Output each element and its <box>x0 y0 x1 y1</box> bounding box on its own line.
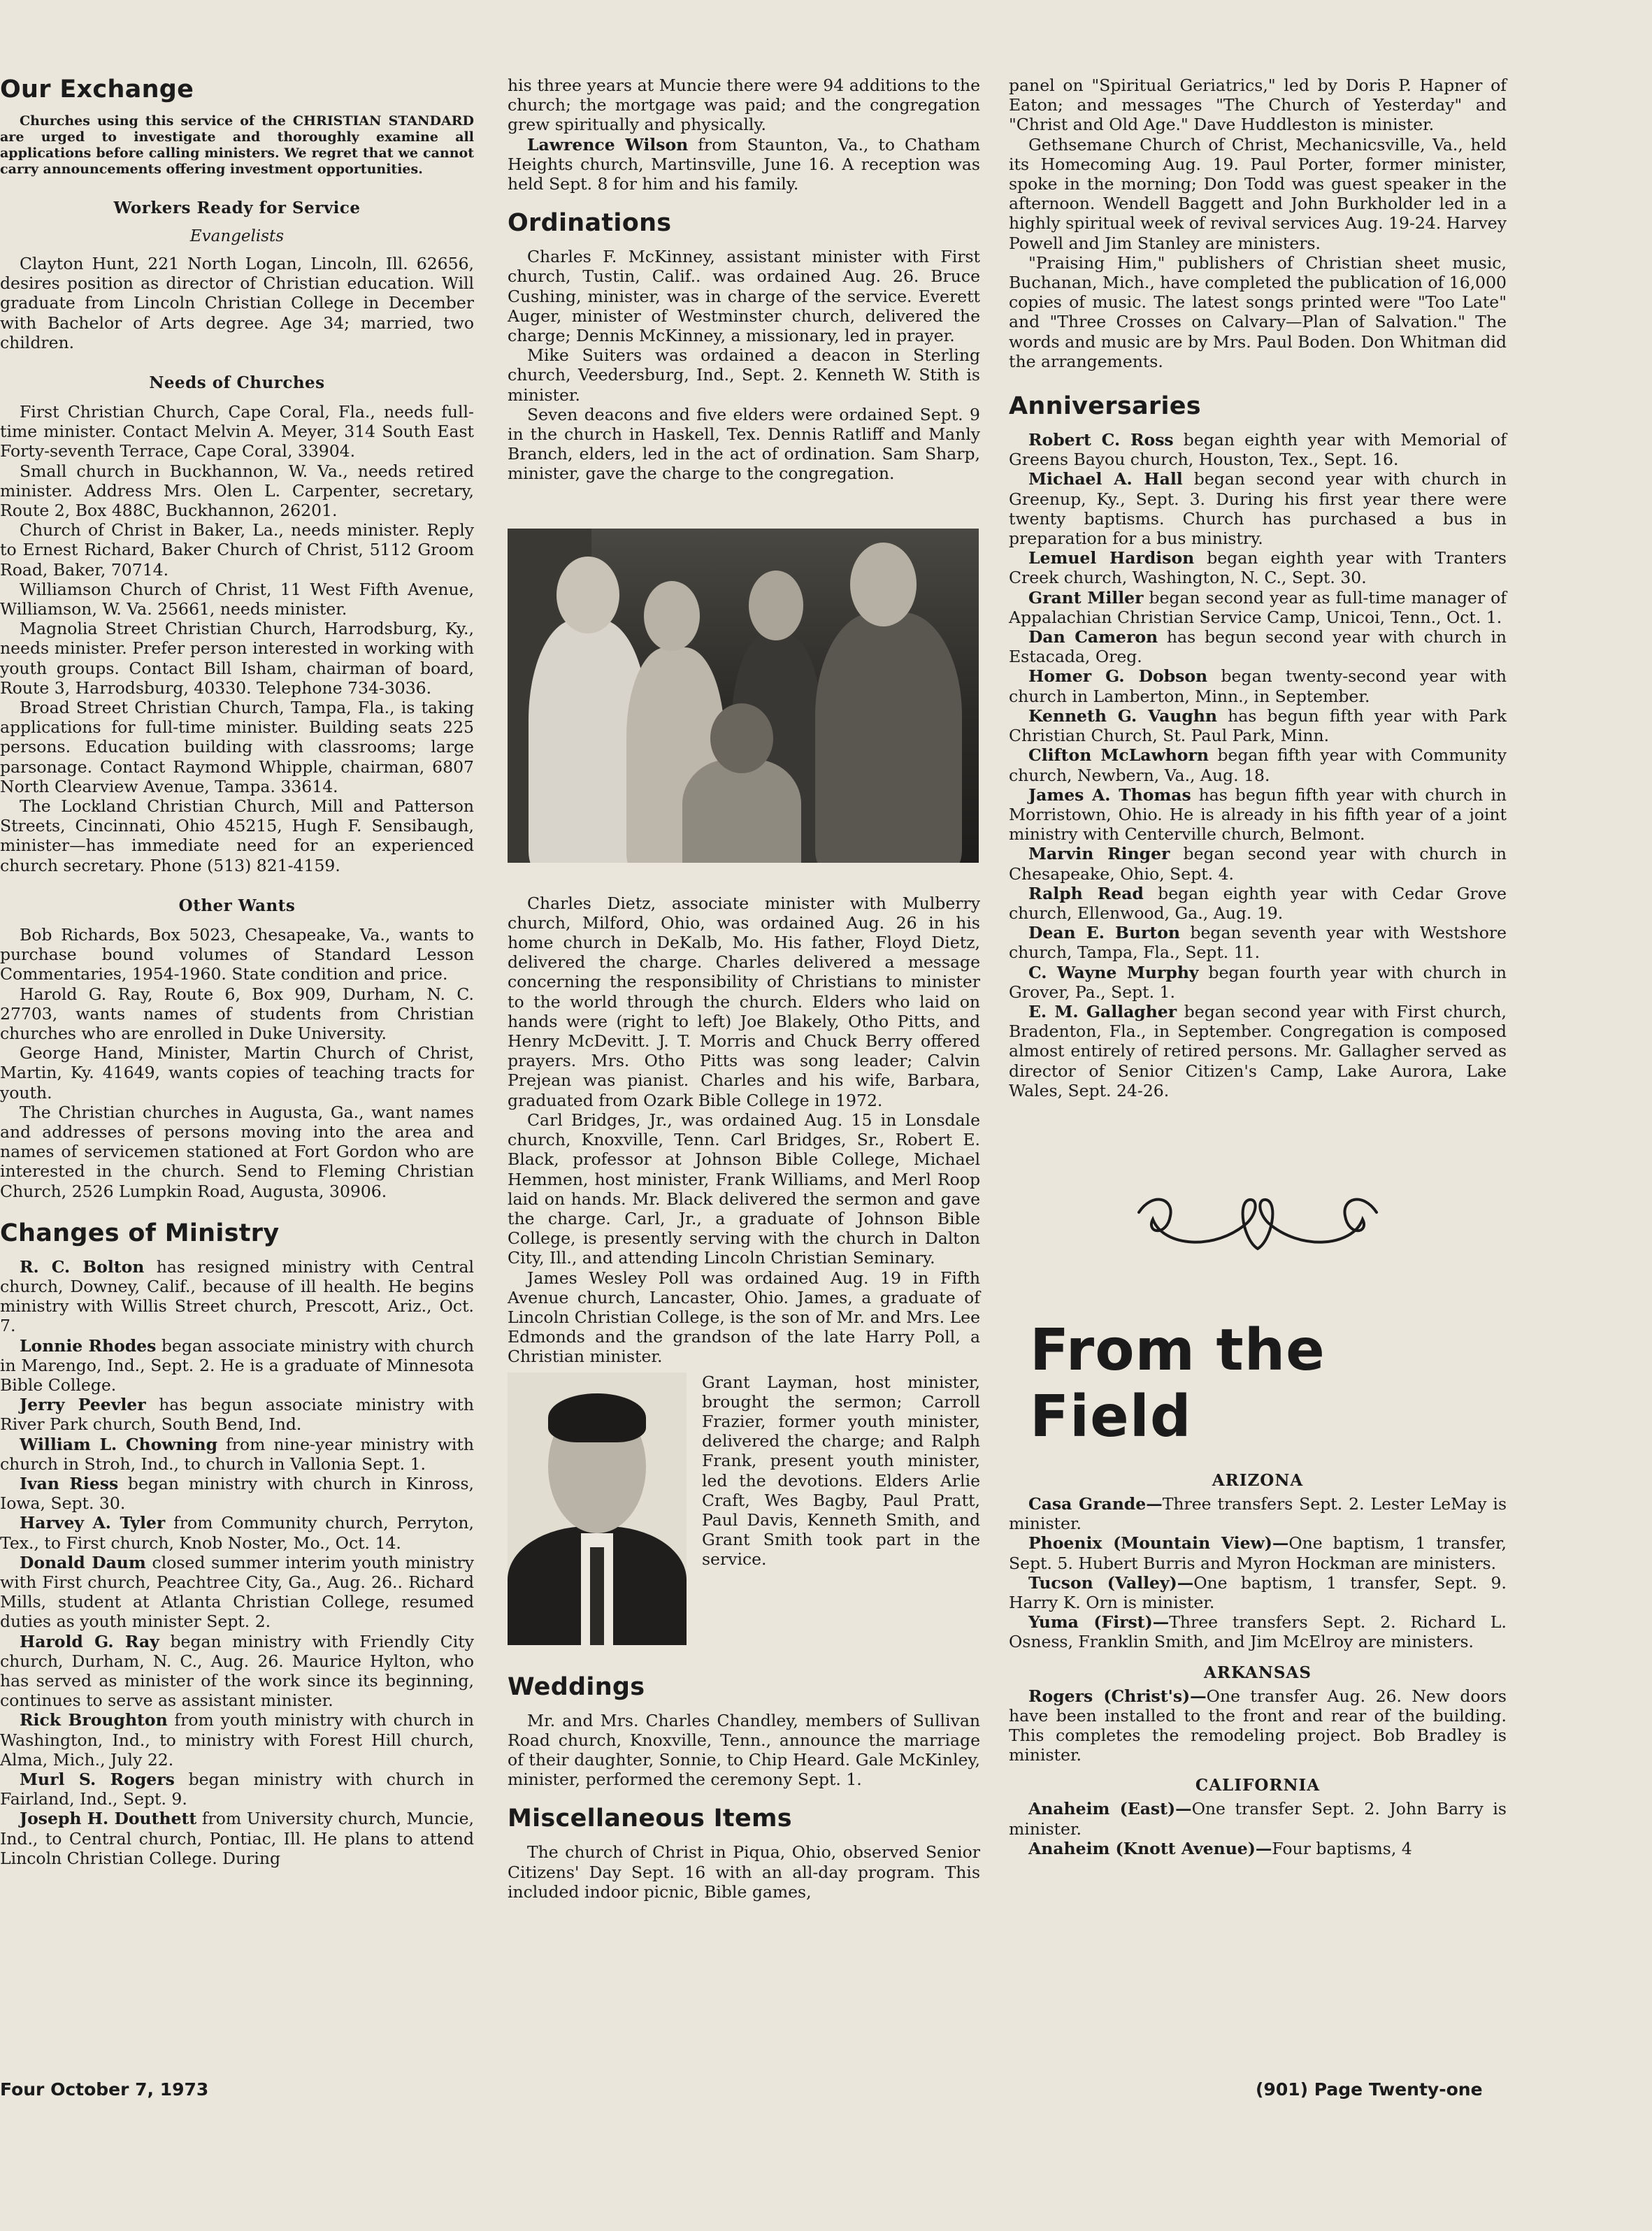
ministry-change-item: William L. Chowning from nine-year ministry with church in Stroh, Ind., to church in Vallonia Sept. 1. <box>0 1434 474 1474</box>
field-report-place: Yuma (First)— <box>1028 1612 1170 1633</box>
ministry-change-item-name: Lonnie Rhodes <box>20 1335 157 1356</box>
anniversary-item-name: Ralph Read <box>1028 883 1144 903</box>
field-report-item: Anaheim (East)—One transfer Sept. 2. John Barry is minister. <box>1009 1799 1507 1839</box>
anniversary-item: Homer G. Dobson began twenty-second year with church in Lamberton, Minn., in September. <box>1009 666 1507 706</box>
ordinations-heading: Ordinations <box>508 209 672 238</box>
anniversary-item-name: James A. Thomas <box>1028 784 1191 805</box>
anniversary-item-name: Homer G. Dobson <box>1028 666 1208 687</box>
exchange-heading: Our Exchange <box>0 76 194 103</box>
anniversary-item-name: Michael A. Hall <box>1028 469 1183 489</box>
workers-heading: Workers Ready for Service <box>113 199 361 217</box>
ordination-item: Mike Suiters was ordained a deacon in Sterling church, Veedersburg, Ind., Sept. 2. Kenneth W. Stith is minister. <box>508 345 980 405</box>
ordination-item: Seven deacons and five elders were ordained Sept. 9 in the church in Haskell, Tex. Dennis Ratliff and Manly Branch, elders, led in the act of ordination. Sam Sharp, minister, gave the charge to the congregation. <box>508 404 980 484</box>
anniversary-item: E. M. Gallagher began second year with First church, Bradenton, Fla., in September. Congregation is composed almost entirely of retired persons. Mr. Gallagher served as director of Senior Citizen's Camp, Lake Aurora, Lake Wales, Sept. 24-26. <box>1009 1001 1507 1100</box>
field-report-place: Anaheim (Knott Avenue)— <box>1028 1838 1272 1858</box>
wilson-paragraph: Lawrence Wilson from Staunton, Va., to Chatham Heights church, Martinsville, June 16. A reception was held Sept. 8 for him and his family. <box>508 134 980 194</box>
field-report-place: Tucson (Valley)— <box>1028 1572 1194 1593</box>
ministry-change-item-name: Harold G. Ray <box>20 1631 159 1651</box>
misc-continued: panel on "Spiritual Geriatrics," led by Doris P. Hapner of Eaton; and messages "The Church of Yesterday" and "Christ and Old Age." Dave Huddleston is minister. <box>1009 76 1507 135</box>
ministry-change-item-name: Joseph H. Douthett <box>20 1809 197 1829</box>
ministry-change-item-name: Ivan Riess <box>20 1473 119 1493</box>
ministry-change-item-name: Donald Daum <box>20 1552 146 1572</box>
praising-paragraph: "Praising Him," publishers of Christian sheet music, Buchanan, Mich., have completed the publication of 16,000 copies of music. The latest songs printed were "Too Late" and "Three Crosses on Calvary—Plan of Salvation." The words and music are by Mrs. Paul Boden. Don Whitman did the arrangements. <box>1009 252 1507 371</box>
ministry-change-item-name: Rick Broughton <box>20 1710 168 1730</box>
from-the-field-title: From the Field <box>1030 1317 1326 1450</box>
ministry-change-item-name: Murl S. Rogers <box>20 1770 175 1790</box>
changes-heading: Changes of Ministry <box>0 1219 280 1247</box>
ministry-change-item-name: William L. Chowning <box>20 1434 218 1454</box>
anniversary-item: Ralph Read began eighth year with Cedar Grove church, Ellenwood, Ga., Aug. 19. <box>1009 883 1507 923</box>
need-item: Broad Street Christian Church, Tampa, Fla., is taking applications for full-time minister. Building seats 225 persons. Education building with classrooms; large parsonage. Contact Raymond Whipple, chairman, 6807 North Clearview Avenue, Tampa. 33614. <box>0 698 474 796</box>
footer-page-number: (901) Page Twenty-one <box>1256 2079 1483 2100</box>
anniversary-item-name: E. M. Gallagher <box>1028 1001 1177 1021</box>
field-report-item: Yuma (First)—Three transfers Sept. 2. Richard L. Osness, Franklin Smith, and Jim McElroy are ministers. <box>1009 1612 1507 1652</box>
ministry-change-item: Murl S. Rogers began ministry with church in Fairland, Ind., Sept. 9. <box>0 1770 474 1809</box>
anniversary-item: C. Wayne Murphy began fourth year with church in Grover, Pa., Sept. 1. <box>1009 962 1507 1002</box>
anniversary-item: Robert C. Ross began eighth year with Memorial of Greens Bayou church, Houston, Tex., Sept. 16. <box>1009 430 1507 470</box>
want-item: Bob Richards, Box 5023, Chesapeake, Va., wants to purchase bound volumes of Standard Lesson Commentaries, 1954-1960. State condition and price. <box>0 924 474 984</box>
field-report-item: Tucson (Valley)—One baptism, 1 transfer, Sept. 9. Harry K. Orn is minister. <box>1009 1572 1507 1612</box>
gethsemane-paragraph: Gethsemane Church of Christ, Mechanicsville, Va., held its Homecoming Aug. 19. Paul Porter, former minister, spoke in the morning; Don Todd was guest speaker in the afternoon. Wendell Baggett and John Burkholder led in a highly spiritual week of revival services Aug. 19-24. Harvey Powell and Jim Stanley are ministers. <box>1009 134 1507 253</box>
poll-block <box>508 1372 980 1645</box>
anniversary-item-name: Clifton McLawhorn <box>1028 745 1209 766</box>
field-report-item: Rogers (Christ's)—One transfer Aug. 26. New doors have been installed to the front and rear of the building. This completes the remodeling project. Bob Bradley is minister. <box>1009 1686 1507 1765</box>
need-item: First Christian Church, Cape Coral, Fla., needs full-time minister. Contact Melvin A. Meyer, 314 South East Forty-seventh Terrace, Cape Coral, 33904. <box>0 402 474 461</box>
ordination-group-photo <box>508 529 979 863</box>
ministry-change-item: Jerry Peevler has begun associate ministry with River Park church, South Bend, Ind. <box>0 1395 474 1435</box>
column-left <box>0 76 474 1868</box>
anniversary-item: Grant Miller began second year as full-time manager of Appalachian Christian Service Camp, Unicoi, Tenn., Oct. 1. <box>1009 587 1507 627</box>
anniversaries-heading: Anniversaries <box>1009 392 1201 421</box>
anniversary-item-name: C. Wayne Murphy <box>1028 962 1199 982</box>
anniversary-item: Kenneth G. Vaughn has begun fifth year with Park Christian Church, St. Paul Park, Minn. <box>1009 705 1507 746</box>
changes-list <box>0 1257 474 1868</box>
bridges-paragraph: Carl Bridges, Jr., was ordained Aug. 15 in Lonsdale church, Knoxville, Tenn. Carl Bridges, Sr., Robert E. Black, professor at Johnson Bible College, Michael Hemmen, host minister, Frank Williams, and Merl Roop laid on hands. Mr. Black delivered the sermon and gave the charge. Carl, Jr., a graduate of Johnson Bible College, is presently serving with the church in Dalton City, Ill., and attending Lincoln Christian Seminary. <box>508 1110 980 1268</box>
want-item: The Christian churches in Augusta, Ga., want names and addresses of persons moving into the area and names of servicemen stationed at Fort Gordon who are interested in the church. Send to Fleming Christian Church, 2526 Lumpkin Road, Augusta, 30906. <box>0 1102 474 1201</box>
want-item: Harold G. Ray, Route 6, Box 909, Durham, N. C. 27703, wants names of students from Christian churches who are enrolled in Duke University. <box>0 984 474 1043</box>
need-item: The Lockland Christian Church, Mill and Patterson Streets, Cincinnati, Ohio 45215, Hugh F. Sensibaugh, minister—has immediate need for an experienced church secretary. Phone (513) 821-4159. <box>0 796 474 875</box>
anniversary-item-name: Robert C. Ross <box>1028 430 1174 450</box>
field-report-place: Rogers (Christ's)— <box>1028 1686 1207 1706</box>
anniversary-item: Lemuel Hardison began eighth year with Tranters Creek church, Washington, N. C., Sept. 30. <box>1009 548 1507 588</box>
wilson-name: Lawrence Wilson <box>527 134 689 155</box>
ministry-change-item: Ivan Riess began ministry with church in Kinross, Iowa, Sept. 30. <box>0 1473 474 1514</box>
evangelists-subheading: Evangelists <box>189 227 285 245</box>
anniversary-item-name: Dan Cameron <box>1028 627 1158 647</box>
continued-paragraph: his three years at Muncie there were 94 additions to the church; the mortgage was paid; and the congregation grew spiritually and physically. <box>508 76 980 135</box>
worker-item: Clayton Hunt, 221 North Logan, Lincoln, Ill. 62656, desires position as director of Christian education. Will graduate from Lincoln Christian College in December with Bachelor of Arts degree. Age 34; married, two children. <box>0 254 474 352</box>
ministry-change-item: Lonnie Rhodes began associate ministry with church in Marengo, Ind., Sept. 2. He is a graduate of Minnesota Bible College. <box>0 1335 474 1395</box>
footer-date: Four October 7, 1973 <box>0 2079 209 2100</box>
anniversary-item-name: Marvin Ringer <box>1028 844 1170 864</box>
want-item: George Hand, Minister, Martin Church of Christ, Martin, Ky. 41649, wants copies of teaching tracts for youth. <box>0 1043 474 1103</box>
need-item: Williamson Church of Christ, 11 West Fifth Avenue, Williamson, W. Va. 25661, needs minister. <box>0 579 474 619</box>
field-report-item: Casa Grande—Three transfers Sept. 2. Lester LeMay is minister. <box>1009 1493 1507 1534</box>
anniversary-item: Clifton McLawhorn began fifth year with Community church, Newbern, Va., Aug. 18. <box>1009 745 1507 785</box>
ministry-change-item: Donald Daum closed summer interim youth ministry with First church, Peachtree City, Ga., Aug. 26.. Richard Mills, student at Atlanta Christian College, resumed duties as youth minister Sept. 2. <box>0 1552 474 1632</box>
ministry-change-item: Harold G. Ray began ministry with Friendly City church, Durham, N. C., Aug. 26. Maurice Hylton, who has served as minister of the work since its beginning, continues to serve as assistant minister. <box>0 1631 474 1711</box>
anniversary-item: Dean E. Burton began seventh year with Westshore church, Tampa, Fla., Sept. 11. <box>1009 923 1507 963</box>
region-heading: ARIZONA <box>1212 1470 1304 1490</box>
misc-heading: Miscellaneous Items <box>508 1805 792 1833</box>
field-report-place: Casa Grande— <box>1028 1493 1163 1514</box>
column-middle <box>508 76 980 1902</box>
region-heading: CALIFORNIA <box>1195 1776 1321 1795</box>
anniversary-item: James A. Thomas has begun fifth year with church in Morristown, Ohio. He is already in his fifth year of a joint ministry with Centerville church, Belmont. <box>1009 784 1507 845</box>
anniversary-item: Marvin Ringer began second year with church in Chesapeake, Ohio, Sept. 4. <box>1009 844 1507 884</box>
ordination-item: Charles F. McKinney, assistant minister with First church, Tustin, Calif.. was ordained Aug. 26. Bruce Cushing, minister, was in charge of the service. Everett Auger, minister of Westminster church, delivered the charge; Dennis McKinney, a missionary, led in prayer. <box>508 247 980 346</box>
anniversary-item-name: Lemuel Hardison <box>1028 548 1195 568</box>
need-item: Church of Christ in Baker, La., needs minister. Reply to Ernest Richard, Baker Church of Christ, 5112 Groom Road, Baker, 70714. <box>0 520 474 580</box>
anniversary-item: Dan Cameron has begun second year with church in Estacada, Oreg. <box>1009 627 1507 667</box>
anniversary-item-name: Grant Miller <box>1028 587 1144 608</box>
weddings-heading: Weddings <box>508 1672 645 1701</box>
ministry-change-item: R. C. Bolton has resigned ministry with Central church, Downey, Calif., because of ill health. He begins ministry with Willis Street church, Prescott, Ariz., Oct. 7. <box>0 1256 474 1336</box>
dietz-paragraph: Charles Dietz, associate minister with Mulberry church, Milford, Ohio, was ordained Aug. 26 in his home church in DeKalb, Mo. His father, Floyd Dietz, delivered the charge. Charles delivered a message concerning the responsibility of Christians to minister to the world through the church. Elders who laid on hands were (right to left) Joe Blakely, Otho Pitts, and Henry McDevitt. J. T. Morris and Chuck Berry offered prayers. Mrs. Otho Pitts was song leader; Calvin Prejean was pianist. Charles and his wife, Barbara, graduated from Ozark Bible College in 1972. <box>508 893 980 1110</box>
poll-portrait-photo <box>508 1372 687 1645</box>
region-heading: ARKANSAS <box>1204 1663 1312 1682</box>
ornament-flourish <box>1132 1184 1384 1261</box>
wants-heading: Other Wants <box>178 896 296 915</box>
anniversaries-list <box>1009 430 1507 1100</box>
ministry-change-item: Harvey A. Tyler from Community church, Perryton, Tex., to First church, Knob Noster, Mo., Oct. 14. <box>0 1513 475 1553</box>
ministry-change-item: Joseph H. Douthett from University church, Muncie, Ind., to Central church, Pontiac, Ill. He plans to attend Lincoln Christian College. During <box>0 1809 475 1868</box>
misc-item: The church of Christ in Piqua, Ohio, observed Senior Citizens' Day Sept. 16 with an all-day program. This included indoor picnic, Bible games, <box>508 1842 980 1902</box>
wedding-item: Mr. and Mrs. Charles Chandley, members of Sullivan Road church, Knoxville, Tenn., announce the marriage of their daughter, Sonnie, to Chip Heard. Gale McKinley, minister, performed the ceremony Sept. 1. <box>508 1710 980 1790</box>
field-report-place: Phoenix (Mountain View)— <box>1028 1533 1289 1554</box>
anniversary-item-name: Dean E. Burton <box>1028 923 1180 943</box>
ministry-change-item: Rick Broughton from youth ministry with church in Washington, Ind., to ministry with Forest Hill church, Alma, Mich., July 22. <box>0 1710 474 1770</box>
field-report-item: Anaheim (Knott Avenue)—Four baptisms, 4 <box>1028 1838 1412 1858</box>
column-right <box>1009 76 1507 1858</box>
field-regions <box>1009 1471 1507 1858</box>
needs-heading: Needs of Churches <box>149 373 325 393</box>
anniversary-item-name: Kenneth G. Vaughn <box>1028 705 1217 726</box>
ministry-change-item-name: R. C. Bolton <box>20 1256 145 1277</box>
exchange-note: Churches using this service of the CHRISTIAN STANDARD are urged to investigate and thoroughly examine all applications before calling ministers. We regret that we cannot carry announcements offering investment opportunities. <box>0 113 474 177</box>
poll-paragraph-cont: Grant Layman, host minister, brought the sermon; Carroll Frazier, former youth minister, delivered the charge; and Ralph Frank, present youth minister, led the devotions. Elders Arlie Craft, Wes Bagby, Paul Pratt, Paul Davis, Kenneth Smith, and Grant Smith took part in the service. <box>702 1372 980 1570</box>
field-report-place: Anaheim (East)— <box>1028 1799 1192 1819</box>
field-report-item: Phoenix (Mountain View)—One baptism, 1 transfer, Sept. 5. Hubert Burris and Myron Hockman are ministers. <box>1009 1533 1507 1573</box>
ministry-change-item-name: Jerry Peevler <box>20 1395 146 1415</box>
need-item: Small church in Buckhannon, W. Va., needs retired minister. Address Mrs. Olen L. Carpenter, secretary, Route 2, Box 488C, Buckhannon, 26201. <box>0 461 474 521</box>
ministry-change-item-name: Harvey A. Tyler <box>20 1513 166 1533</box>
need-item: Magnolia Street Christian Church, Harrodsburg, Ky., needs minister. Prefer person interested in working with youth groups. Contact Bill Isham, chairman of board, Route 3, Harrodsburg, 40330. Telephone 734-3036. <box>0 619 474 698</box>
poll-paragraph: James Wesley Poll was ordained Aug. 19 in Fifth Avenue church, Lancaster, Ohio. James, a graduate of Lincoln Christian College, is the son of Mr. and Mrs. Lee Edmonds and the grandson of the late Harry Poll, a Christian minister. <box>508 1268 980 1367</box>
anniversary-item: Michael A. Hall began second year with church in Greenup, Ky., Sept. 3. During his first year there were twenty baptisms. Church has purchased a bus in preparation for a bus ministry. <box>1009 469 1507 549</box>
